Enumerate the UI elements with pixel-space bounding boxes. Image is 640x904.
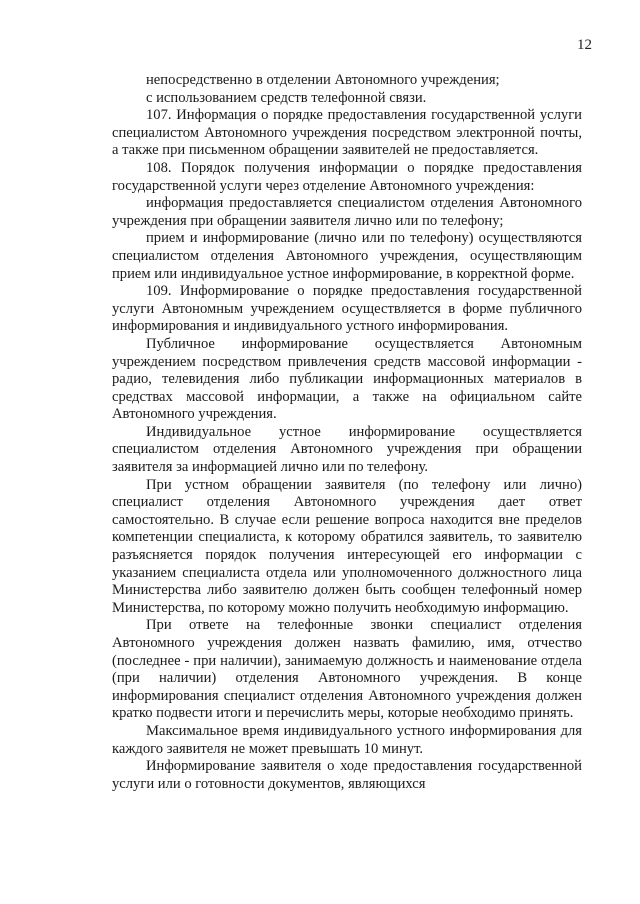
paragraph: 108. Порядок получения информации о порядке предоставления государственной услуги через отделение Автономного учреждения: [112,159,582,194]
paragraph: прием и информирование (лично или по телефону) осуществляются специалистом отделения Автономного учреждения, осуществляющим прием или индивидуальное устное информирование, в корректной форме. [112,230,582,282]
paragraph: 107. Информация о порядке предоставления государственной услуги специалистом Автономного учреждения посредством электронной почты, а также при письменном обращении заявителей не предоставляется. [112,107,582,159]
document-body [112,72,582,793]
paragraph: 109. Информирование о порядке предоставления государственной услуги Автономным учреждением осуществляется в форме публичного информирования и индивидуального устного информирования. [112,283,582,335]
paragraph: При ответе на телефонные звонки специалист отделения Автономного учреждения должен назвать фамилию, имя, отчество (последнее - при наличии), занимаемую должность и наименование отдела (при наличии) отделения Автономного учреждения. В конце информирования специалист отделения Автономного учреждения должен кратко подвести итоги и перечислить меры, которые необходимо принять. [112,617,582,722]
paragraph: информация предоставляется специалистом отделения Автономного учреждения при обращении заявителя лично или по телефону; [112,195,582,229]
paragraph: Максимальное время индивидуального устного информирования для каждого заявителя не может превышать 10 минут. [112,722,582,757]
paragraph: Публичное информирование осуществляется Автономным учреждением посредством привлечения средств массовой информации - радио, телевидения либо публикации информационных материалов в средствах массовой информации, а также на официальном сайте Автономного учреждения. [112,335,582,423]
paragraph: непосредственно в отделении Автономного учреждения; [146,72,500,88]
page-number: 12 [577,37,592,53]
paragraph: Индивидуальное устное информирование осуществляется специалистом отделения Автономного учреждения при обращении заявителя за информацией лично или по телефону. [112,423,582,476]
paragraph: с использованием средств телефонной связи. [146,89,427,106]
paragraph: Информирование заявителя о ходе предоставления государственной услуги или о готовности документов, являющихся [112,758,582,792]
paragraph: При устном обращении заявителя (по телефону или лично) специалист отделения Автономного учреждения дает ответ самостоятельно. В случае если решение вопроса находится вне пределов компетенции специалиста, к которому обратился заявитель, то заявителю разъясняется порядок получения интересующей его информации с указанием специалиста отдела или уполномоченного должностного лица Министерства либо заявителю должен быть сообщен телефонный номер Министерства, по которому можно получить необходимую информацию. [112,476,582,616]
